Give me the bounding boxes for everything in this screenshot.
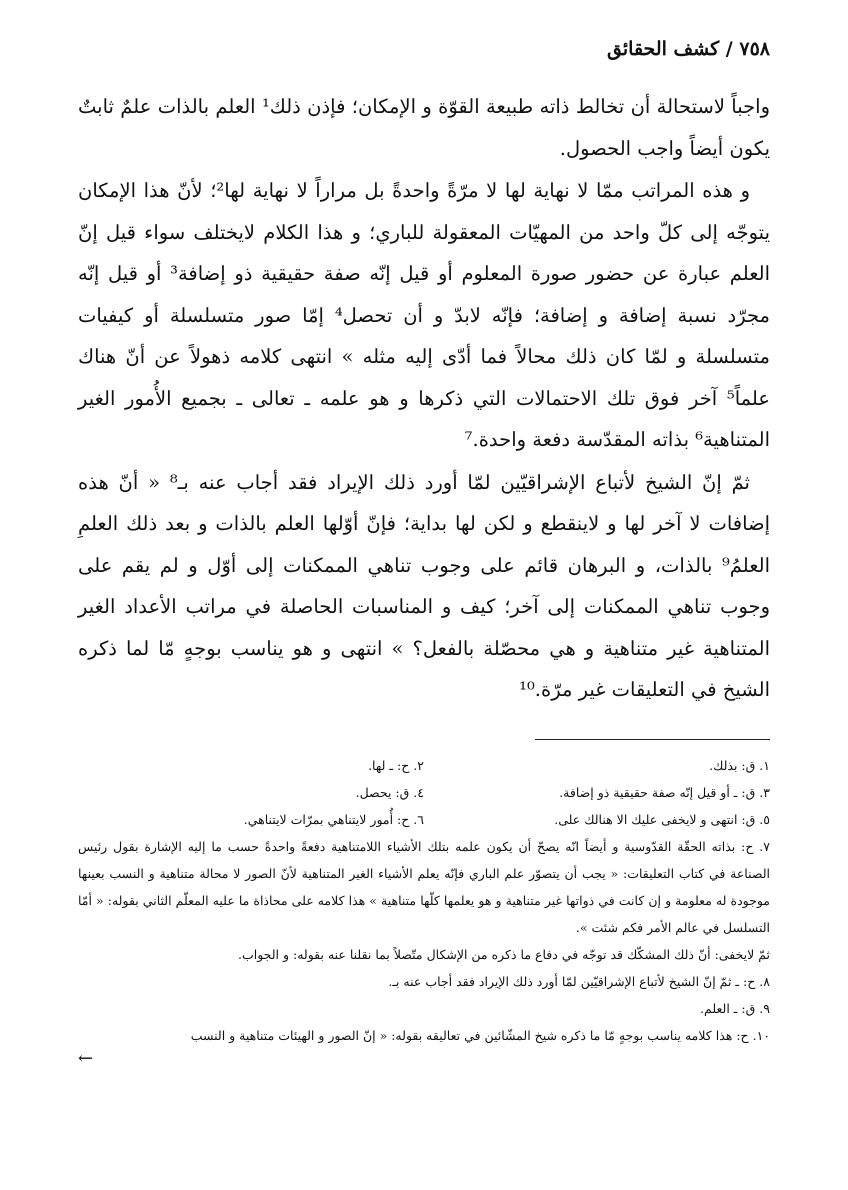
- footnote-3: ٣. ق: ـ أو قيل إنّه صفة حقيقية ذو إضافة.: [559, 784, 770, 800]
- header-separator: /: [725, 38, 733, 60]
- footnote-row: [78, 779, 770, 806]
- main-text: [78, 86, 770, 711]
- footnotes: [78, 752, 770, 1072]
- running-header: [78, 38, 770, 60]
- footnote-1: ١. ق: بذلك.: [709, 757, 770, 773]
- paragraph-1: واجباً لاستحالة أن تخالط ذاته طبيعة القوّة و الإمكان؛ فإذن ذلك¹ العلم بالذات علمٌ ثابتٌ يكون أيضاً واجب الحصول.: [78, 95, 770, 160]
- paragraph-3: ثمّ إنّ الشيخ لأتباع الإشراقيّين لمّا أورد ذلك الإيراد فقد أجاب عنه بـ⁸ « أنّ هذه إضافات لا آخر لها و لاينقطع و لكن لها بداية؛ فإنّ أوّلها العلم بالذات و بعد ذلك العلمِ العلمُ⁹ بالذات، و البرهان قائم على وجوب تناهي الممكنات إلى أوّل و لم يقم على وجوب تناهي الممكنات إلى آخر؛ كيف و المناسبات الحاصلة في مراتب الأعداد الغير المتناهية غير متناهية و هي محصّلة بالفعل؟ » انتهى و هو يناسب بوجهٍ مّا لما ذكره الشيخ في التعليقات غير مرّة.¹⁰: [78, 470, 770, 701]
- footnote-4: ٤. ق: يحصل.: [355, 784, 424, 800]
- footnote-6: ٦. ح: أُمور لايتناهي بمرّات لايتناهي.: [243, 811, 424, 827]
- footnote-5: ٥. ق: انتهى و لايخفى عليك الا هنالك على.: [554, 811, 770, 827]
- footnote-9: ٩. ق: ـ العلم.: [700, 1000, 770, 1016]
- page-number: ٧٥٨: [739, 38, 770, 60]
- footnote-row: [78, 806, 770, 833]
- footnote-separator: [535, 739, 770, 740]
- footnote-2: ٢. ح: ـ لها.: [368, 757, 424, 773]
- continuation-arrow-icon: ←: [78, 1047, 94, 1069]
- footnote-10: ١٠. ح: هذا كلامه يناسب بوجهٍ مّا ما ذكره شيخ المشّائين في تعاليقه بقوله: « إنّ الصور و الهيئات متناهية و النسب: [190, 1027, 770, 1043]
- footnote-7-continued: ثمّ لايخفى: أنّ ذلك المشكّك قد توجّه في دفاع ما ذكره من الإشكال متّصلاً بما نقلنا عنه بقوله: و الجواب.: [237, 946, 770, 962]
- footnote-row: [78, 752, 770, 779]
- footnote-7: ٧. ح: بذاته الحقّة القدّوسية و أيضاً انّه يصحّ أن يكون علمه بتلك الأشياء اللامتناهية دفعةً واحدةً حسب ما إليه الإشارة بقول رئيس الصناعة في كتاب التعليقات: « يجب أن يتصوّر علم الباري فإنّه يعلم الأشياء الغير المتناهية لأنّ الصور لا محالة متناهية و النسب بعينها موجودة له معلومة و إن كانت في ذواتها غير متناهية و هو يعلمها كلّها متناهية » هذا كلامه على محاذاة ما عليه المعلّم الثاني بقوله: « أمّا التسلسل في عالم الأمر فكم شئت ».: [78, 838, 770, 935]
- book-title: كشف الحقائق: [607, 38, 720, 60]
- paragraph-2: و هذه المراتب ممّا لا نهاية لها لا مرّةً واحدةً بل مراراً لا نهاية لها²؛ لأنّ هذا الإمكان يتوجّه إلى كلّ واحد من المهيّات المعقولة للباري؛ و هذا الكلام لايختلف سواء قيل إنّ العلم عبارة عن حضور صورة المعلوم أو قيل إنّه صفة حقيقية ذو إضافة³ أو قيل إنّه مجرّد نسبة إضافة و إضافة؛ فإنّه لابدّ و أن تحصل⁴ إمّا صور متسلسلة أو كيفيات متسلسلة و لمّا كان ذلك محالاً فما أدّى إليه مثله » انتهى كلامه ذهولاً عن أنّ هناك علماً⁵ آخر فوق تلك الاحتمالات التي ذكرها و هو علمه ـ تعالى ـ بجميع الأُمور الغير المتناهية⁶ بذاته المقدّسة دفعة واحدة.⁷: [78, 179, 770, 451]
- page: [78, 38, 770, 1072]
- footnote-8: ٨. ح: ـ ثمّ إنّ الشيخ لأتباع الإشراقيّين لمّا أورد ذلك الإيراد فقد أجاب عنه بـ.: [388, 973, 770, 989]
